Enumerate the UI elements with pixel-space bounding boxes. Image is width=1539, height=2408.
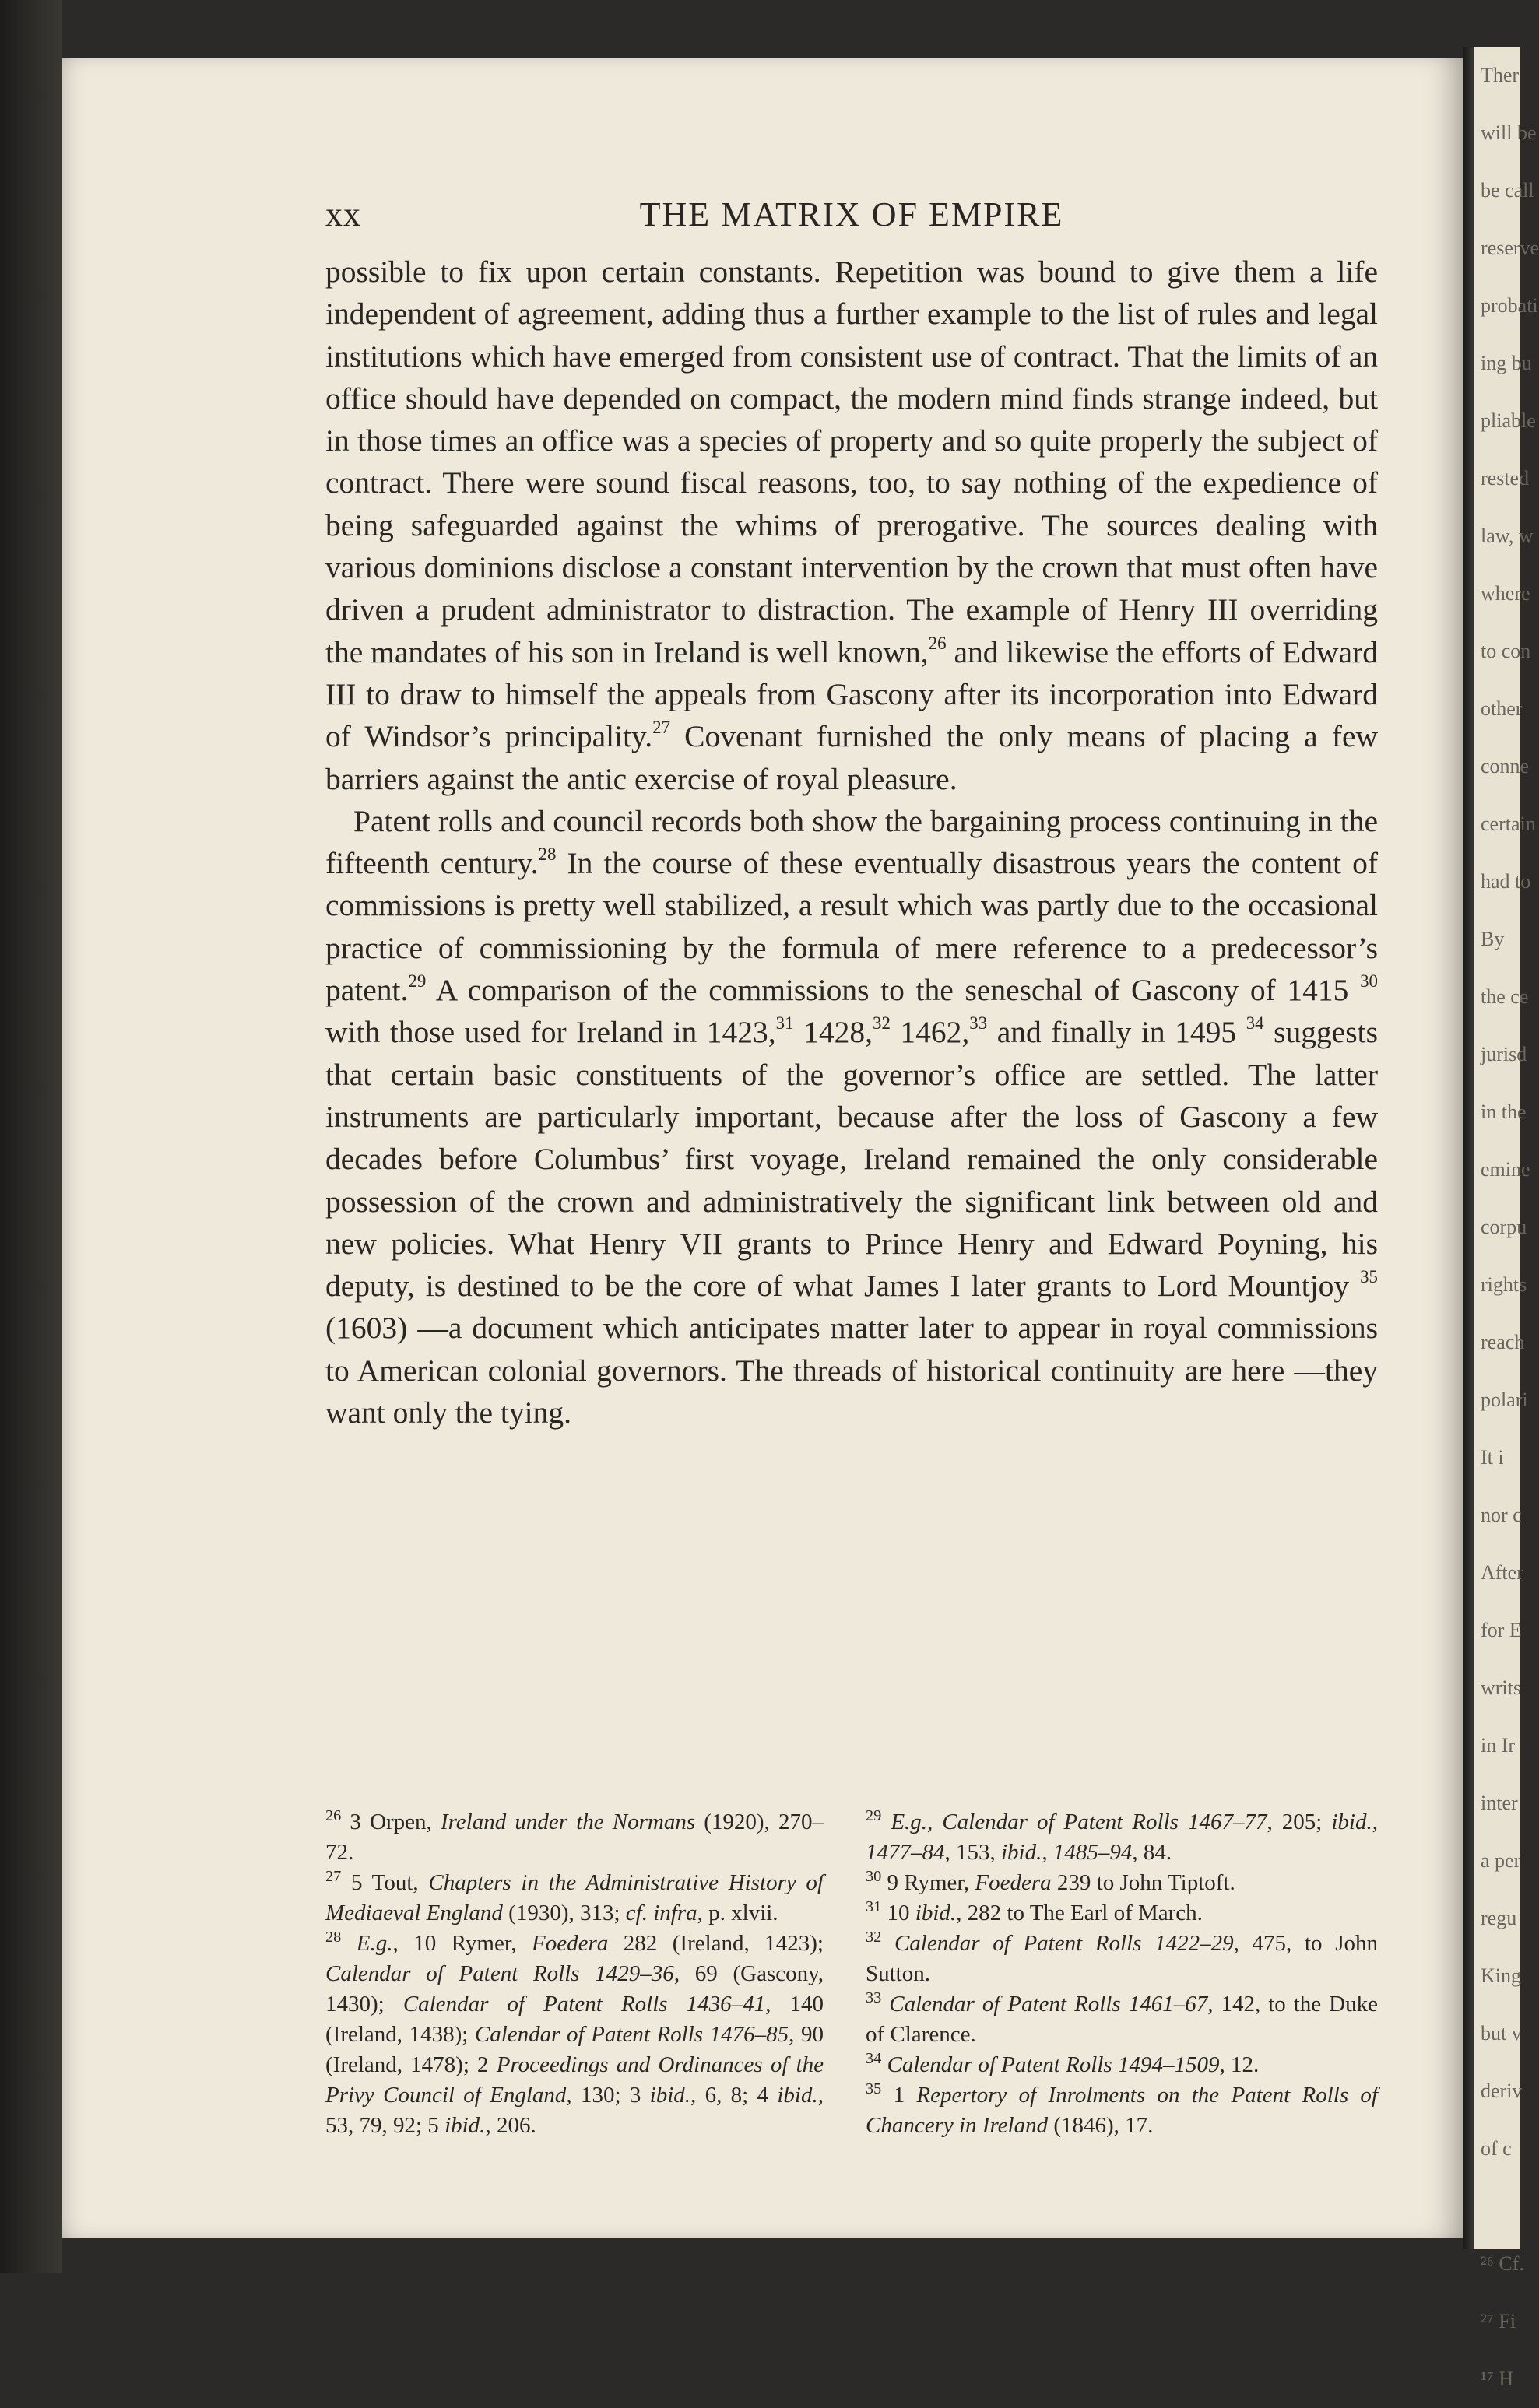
footnote-ref: 35 bbox=[866, 2080, 882, 2097]
italic-text: Proceedings and Ordinances of the Privy Council of England bbox=[325, 2052, 824, 2108]
facing-page-fragment: rights bbox=[1481, 1273, 1527, 1296]
paragraph-2: Patent rolls and council records both show the bargaining process continuing in the fifteenth century.$^{28}$ In the course of these eventually disastrous years the content of commissions is pretty well stabilized, a result which was partly due to the occasional practice of commissioning by the formula of mere reference to a predecessor’s patent.$^{29}$ A comparison of the commissions to the seneschal of Gascony of 1415 $^{30}$ with those used for Ireland in 1423,31 1428,32 1462,33 and finally in 1495 $^{34}$ suggests that certain basic constituents of the governor’s office are settled. The latter instruments are particularly important, because after the loss of Gascony a few decades before Columbus’ first voyage, Ireland remained the only considerable possession of the crown and administratively the significant link between old and new policies. What Henry VII grants to Prince Henry and Edward Poyning, his deputy, is destined to be the core of what James I later grants to Lord Mountjoy $^{35}$ (1603) —a document which anticipates matter later to appear in royal commissions to American colonial governors. The threads of historical continuity are here —they want only the tying. bbox=[325, 803, 1379, 1430]
italic-text: E.g. bbox=[356, 1931, 393, 1956]
facing-page-fragment: a per bbox=[1481, 1849, 1521, 1872]
facing-page-fragment: inter bbox=[1481, 1792, 1518, 1814]
italic-text: ibid. bbox=[915, 1901, 957, 1925]
facing-page-fragment: conne bbox=[1481, 755, 1530, 778]
facing-page-fragment: in the bbox=[1481, 1100, 1527, 1123]
italic-text: cf. infra bbox=[625, 1901, 697, 1925]
facing-page-fragment: for E bbox=[1481, 1619, 1522, 1641]
footnote: $^{34}$ Calendar of Patent Rolls 1494–1509, 12. bbox=[866, 2049, 1260, 2077]
footnote-ref: 32 bbox=[866, 1928, 882, 1946]
italic-text: Calendar of Patent Rolls 1461–67 bbox=[889, 1992, 1208, 2017]
book-gutter bbox=[1463, 47, 1474, 2249]
paragraph-1: possible to fix upon certain constants. Repetition was bound to give them a life independent of agreement, adding thus a further example to the list of rules and legal institutions which have emerged from consistent use of contract. That the limits of an office should have depended on compact, the modern mind finds strange indeed, but in those times an office was a species of property and so quite properly the subject of contract. There were sound fiscal reasons, too, to say nothing of the expedience of being safeguarded against the whims of prerogative. The sources dealing with various dominions disclose a constant intervention by the crown that must often have driven a prudent administrator to distraction. The example of Henry III overriding the mandates of his son in Ireland is well known,$^{26}$ and likewise the efforts of Edward III to draw to himself the appeals from Gascony after its incorporation into Edward of Windsor’s principality.$^{27}$ Covenant furnished the only means of placing a few barriers against the antic exercise of royal pleasure. bbox=[325, 254, 1378, 796]
facing-page-fragment bbox=[1474, 2178, 1520, 2235]
book-binding bbox=[0, 0, 62, 2273]
italic-text: Calendar of Patent Rolls 1436–41 bbox=[402, 1992, 766, 2017]
facing-page-fragment: had to bbox=[1481, 870, 1531, 893]
facing-page-fragment: where bbox=[1481, 582, 1530, 605]
footnote-ref: 29 bbox=[866, 1806, 882, 1824]
footnote: $^{35}$ 1 Repertory of Inrolments on the Patent Rolls of Chancery in Ireland (1846), 17. bbox=[866, 2080, 1378, 2138]
italic-text: Repertory of Inrolments on the Patent Rolls of Chancery in Ireland bbox=[866, 2083, 1378, 2138]
facing-page-fragment: reserve bbox=[1481, 237, 1539, 259]
footnote-ref: 34 bbox=[866, 2049, 882, 2067]
italic-text: Chapters in the Administrative History of Mediaeval England bbox=[325, 1870, 824, 1925]
facing-page-fragment: will be bbox=[1481, 121, 1537, 144]
italic-text: Foedera bbox=[975, 1870, 1052, 1895]
facing-page-fragment: polari bbox=[1481, 1388, 1528, 1411]
footnote-ref: 33 bbox=[969, 1013, 988, 1034]
facing-page-fragment: jurisd bbox=[1481, 1043, 1527, 1065]
facing-page-fragment: emine bbox=[1481, 1158, 1530, 1181]
facing-page-fragment: regu bbox=[1481, 1907, 1517, 1929]
footnote-ref: 28 bbox=[325, 1928, 342, 1946]
facing-page-edge bbox=[1474, 47, 1539, 2390]
facing-page-fragment: pliable bbox=[1481, 409, 1536, 432]
footnotes-left-column bbox=[325, 1807, 824, 2141]
facing-page-fragment: After bbox=[1481, 1561, 1523, 1584]
footnote: $^{30}$ 9 Rymer, Foedera 239 to John Tiptoft. bbox=[866, 1867, 1235, 1895]
facing-page-fragment: the ce bbox=[1481, 985, 1529, 1008]
footnote-ref: 26 bbox=[928, 633, 947, 653]
facing-page-fragment: ing bu bbox=[1481, 352, 1532, 374]
footnote-ref: 31 bbox=[866, 1897, 882, 1915]
footnote: $^{26}$ 3 Orpen, Ireland under the Normans (1920), 270–72. bbox=[325, 1806, 824, 1865]
facing-page-fragment: corpu bbox=[1481, 1216, 1527, 1238]
italic-text: E.g., Calendar of Patent Rolls 1467–77 bbox=[891, 1810, 1267, 1834]
facing-page-fragment: rested bbox=[1481, 467, 1530, 490]
footnotes-right-column bbox=[866, 1807, 1378, 2141]
footnote-ref: 27 bbox=[325, 1867, 342, 1885]
italic-text: Calendar of Patent Rolls 1476–85 bbox=[474, 2022, 789, 2047]
italic-text: Foedera bbox=[532, 1931, 609, 1956]
footnote-ref: 27 bbox=[652, 718, 671, 738]
facing-page-fragment: ²⁶ Cf. bbox=[1481, 2252, 1524, 2275]
facing-page-fragment: ¹⁷ H bbox=[1481, 2368, 1514, 2390]
facing-page-fragment: be call bbox=[1481, 179, 1534, 202]
running-title: THE MATRIX OF EMPIRE bbox=[639, 195, 1064, 233]
footnote-ref: 31 bbox=[775, 1013, 794, 1034]
facing-page-fragment: law, w bbox=[1481, 525, 1534, 547]
footnote-ref: 34 bbox=[1246, 1013, 1264, 1034]
facing-page-fragment: writs bbox=[1481, 1676, 1521, 1699]
main-text bbox=[325, 251, 1378, 1434]
footnote: $^{32}$ Calendar of Patent Rolls 1422–29, 475, to John Sutton. bbox=[866, 1928, 1379, 1986]
footnote-ref: 33 bbox=[866, 1989, 882, 2006]
facing-page-fragment: nor c bbox=[1481, 1504, 1522, 1526]
facing-page-fragment: King bbox=[1481, 1964, 1521, 1987]
footnote: $^{27}$ 5 Tout, Chapters in the Administrative History of Mediaeval England (1930), 313; cf. infra, p. xlvii. bbox=[325, 1867, 824, 1925]
footnote-ref: 26 bbox=[325, 1806, 342, 1824]
italic-text: Calendar of Patent Rolls 1494–1509 bbox=[887, 2052, 1220, 2077]
facing-page-fragment: By bbox=[1481, 928, 1505, 950]
footnote-ref: 30 bbox=[866, 1867, 882, 1885]
footnote: $^{28}$ E.g., 10 Rymer, Foedera 282 (Ireland, 1423); Calendar of Patent Rolls 1429–36, 69 (Gascony, 1430); Calendar of Patent Rolls 1436–41, 140 (Ireland, 1438); Calendar of Patent Rolls 1476–85, 90 (Ireland, 1478); 2 Proceedings and Ordinances of the Privy Council of England, 130; 3 ibid., 6, 8; 4 ibid., 53, 79, 92; 5 ibid., 206. bbox=[325, 1928, 824, 2138]
italic-text: Calendar of Patent Rolls 1422–29 bbox=[894, 1931, 1234, 1956]
page-number: xx bbox=[325, 195, 361, 233]
footnote-ref: 28 bbox=[538, 844, 557, 864]
facing-page-fragment: of c bbox=[1481, 2137, 1512, 2160]
italic-text: ibid. bbox=[444, 2113, 486, 2138]
facing-page-fragment: but v bbox=[1481, 2022, 1522, 2045]
facing-page-fragment: probati bbox=[1481, 294, 1538, 317]
footnote-ref: 29 bbox=[408, 971, 427, 991]
italic-text: ibid. bbox=[649, 2083, 691, 2108]
facing-page-fragment: It i bbox=[1481, 1446, 1504, 1469]
italic-text: ibid., 1485–94 bbox=[1001, 1840, 1133, 1865]
footnote-ref: 35 bbox=[1360, 1266, 1378, 1286]
facing-page-fragment: other bbox=[1481, 697, 1523, 720]
facing-page-fragment: certain bbox=[1481, 813, 1536, 835]
facing-page-fragment: Ther bbox=[1481, 64, 1520, 86]
italic-text: ibid., 1477–84 bbox=[866, 1810, 1378, 1865]
facing-page-fragment: to con bbox=[1481, 640, 1531, 662]
page-header bbox=[325, 195, 1378, 241]
italic-text: Ireland under the Normans bbox=[440, 1810, 696, 1834]
italic-text: Calendar of Patent Rolls 1429–36 bbox=[325, 1961, 674, 1986]
footnote-ref: 30 bbox=[1360, 971, 1378, 991]
facing-page-fragment: in Ir bbox=[1481, 1734, 1516, 1757]
footnote: $^{31}$ 10 ibid., 282 to The Earl of March. bbox=[866, 1897, 1203, 1925]
facing-page-fragment: deriv bbox=[1481, 2080, 1523, 2102]
facing-page-fragment: ²⁷ Fi bbox=[1481, 2310, 1516, 2333]
footnote-ref: 32 bbox=[872, 1013, 891, 1034]
footnote: $^{29}$ E.g., Calendar of Patent Rolls 1467–77, 205; ibid., 1477–84, 153, ibid., 1485–94, 84. bbox=[866, 1806, 1378, 1865]
italic-text: ibid. bbox=[777, 2083, 818, 2108]
facing-page-fragment: reach bbox=[1481, 1331, 1525, 1353]
footnote: $^{33}$ Calendar of Patent Rolls 1461–67, 142, to the Duke of Clarence. bbox=[866, 1989, 1378, 2047]
